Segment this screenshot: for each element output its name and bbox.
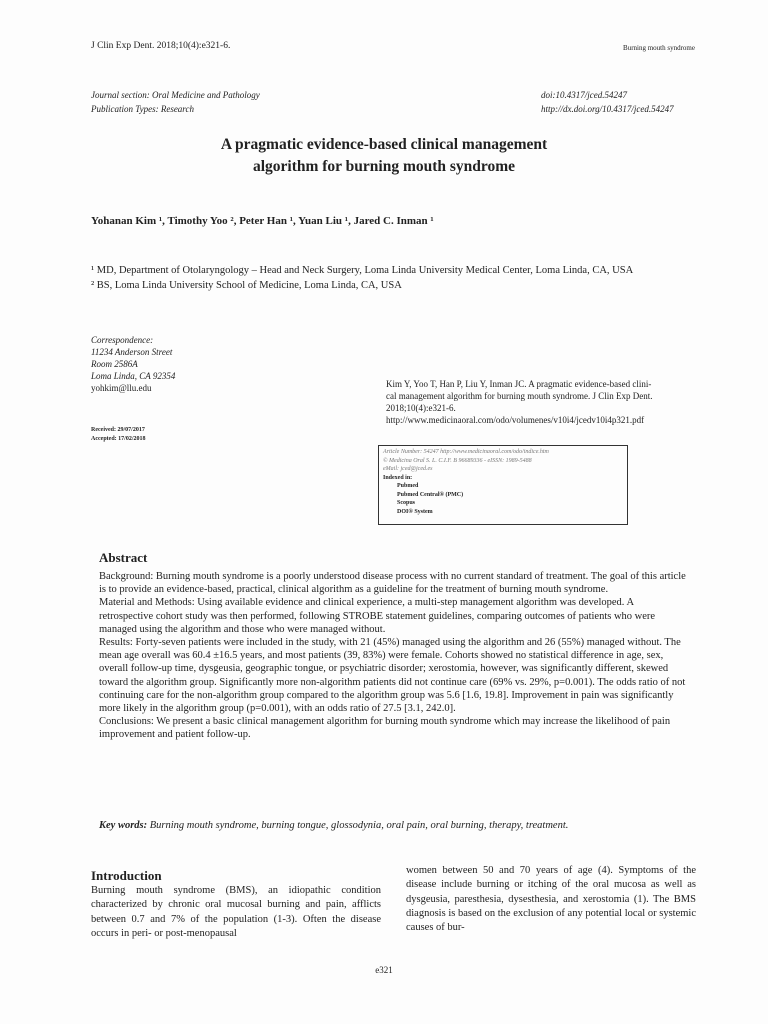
doi: doi:10.4317/jced.54247 (541, 90, 627, 100)
citation-line: Kim Y, Yoo T, Han P, Liu Y, Inman JC. A pragmatic evidence-based clini- (386, 379, 652, 389)
introduction-left-column: Burning mouth syndrome (BMS), an idiopathic condition characterized by chronic oral mucosal burning and pain, afflicts between 0.7 and 7% of the population (1-3). Often the disease occurs in peri- or post-menopausal (91, 885, 381, 939)
correspondence-line: 11234 Anderson Street (91, 347, 173, 357)
indexed-label: Indexed in: (383, 474, 413, 481)
title-line-2: algorithm for burning mouth syndrome (252, 158, 516, 175)
abstract-background: Background: Burning mouth syndrome is a poorly understood disease process with no current standard of treatment. The goal of this article is to provide an evidence-based, practical, clinical algorithm as a guideline for the treatment of burning mouth syndrome. (99, 571, 686, 596)
doi-link[interactable]: http://dx.doi.org/10.4317/jced.54247 (541, 104, 674, 114)
affiliation-2: ² BS, Loma Linda University School of Medicine, Loma Linda, CA, USA (91, 280, 402, 291)
citation-line: cal management algorithm for burning mouth syndrome. J Clin Exp Dent. (386, 391, 653, 401)
citation-url[interactable]: http://www.medicinaoral.com/odo/volumenes/v10i4/jcedv10i4p321.pdf (386, 415, 645, 425)
accepted-date: Accepted: 17/02/2018 (91, 436, 146, 442)
publication-type: Publication Types: Research (91, 104, 194, 114)
indexed-item: Scopus (397, 500, 416, 506)
article-number: Article Number: 54247 http://www.medicinaoral.com/odo/indice.htm (383, 449, 549, 455)
paper-title (60, 134, 708, 178)
keywords (99, 820, 699, 831)
correspondence-label: Correspondence: (91, 335, 154, 345)
copyright: © Medicina Oral S. L. C.I.F. B 96689336 - eISSN: 1989-5488 (383, 457, 532, 464)
article-dates (91, 426, 146, 444)
introduction-heading: Introduction (91, 868, 162, 883)
indexed-item: Pubmed (397, 483, 419, 489)
abstract-results: Results: Forty-seven patients were included in the study, with 21 (45%) managed using the algorithm and 26 (55%) managed without. The mean age overall was 60.4 ±16.5 years, and most patients (39, 83%) were female. Cohorts showed no statistical difference in age, sex, overall follow-up time, dysgeusia, geographic tongue, or psychiatric disorder; xerostomia, however, was significantly different, skewed toward the algorithm group. Significantly more non-algorithm patients did not continue care (69% vs. 29%, p=0.001). The odds ratio of not continuing care for the non-algorithm group compared to the algorithm group was 5.6 [1.6, 19.8]. Improvement in pain was significantly more likely in the algorithm group (p=0.001), with an odds ratio of 27.5 [3.1, 242.0]. (99, 637, 686, 715)
correspondence-line: Room 2586A (91, 359, 138, 369)
received-date: Received: 29/07/2017 (91, 427, 145, 433)
running-title: Burning mouth syndrome (623, 44, 695, 52)
keywords-text: Burning mouth syndrome, burning tongue, glossodynia, oral pain, oral burning, therapy, treatment. (149, 820, 569, 831)
keywords-label: Key words: (99, 820, 148, 831)
author-list: Yohanan Kim ¹, Timothy Yoo ², Peter Han ¹, Yuan Liu ¹, Jared C. Inman ¹ (91, 215, 434, 227)
abstract-heading: Abstract (99, 550, 148, 565)
abstract-methods: Material and Methods: Using available evidence and clinical experience, a multi-step management algorithm was developed. A retrospective cohort study was then performed, following STROBE statement guidelines, comparing outcomes of patients who were managed using the algorithm and those who were managed without. (99, 597, 656, 635)
title-line-1: A pragmatic evidence-based clinical management (220, 136, 548, 153)
correspondence-email[interactable]: yohkim@llu.edu (91, 383, 152, 393)
journal-email: eMail: jced@jced.es (383, 466, 433, 472)
journal-reference: J Clin Exp Dent. 2018;10(4):e321-6. (91, 41, 231, 51)
abstract-body (99, 570, 689, 742)
citation (386, 378, 691, 426)
abstract-conclusions: Conclusions: We present a basic clinical management algorithm for burning mouth syndrome which may increase the likelihood of pain improvement and patient follow-up. (99, 716, 671, 741)
indexed-item: Pubmed Central® (PMC) (397, 491, 464, 498)
indexed-item: DOI® System (397, 508, 433, 515)
page-number: e321 (375, 965, 393, 975)
journal-section: Journal section: Oral Medicine and Pathology (91, 90, 260, 100)
citation-line: 2018;10(4):e321-6. (386, 403, 456, 413)
affiliation-1: ¹ MD, Department of Otolaryngology – Head and Neck Surgery, Loma Linda University Medical Center, Loma Linda, CA, USA (91, 265, 634, 276)
correspondence (91, 334, 175, 394)
correspondence-line: Loma Linda, CA 92354 (91, 371, 176, 381)
introduction-right-column: women between 50 and 70 years of age (4). Symptoms of the disease include burning or itching of the oral mucosa as well as dysgeusia, paresthesia, dysesthesia, and xerostomia (1). The BMS diagnosis is based on the exclusion of any potential local or systemic causes of bur- (406, 865, 696, 934)
article-info-box (378, 445, 628, 525)
